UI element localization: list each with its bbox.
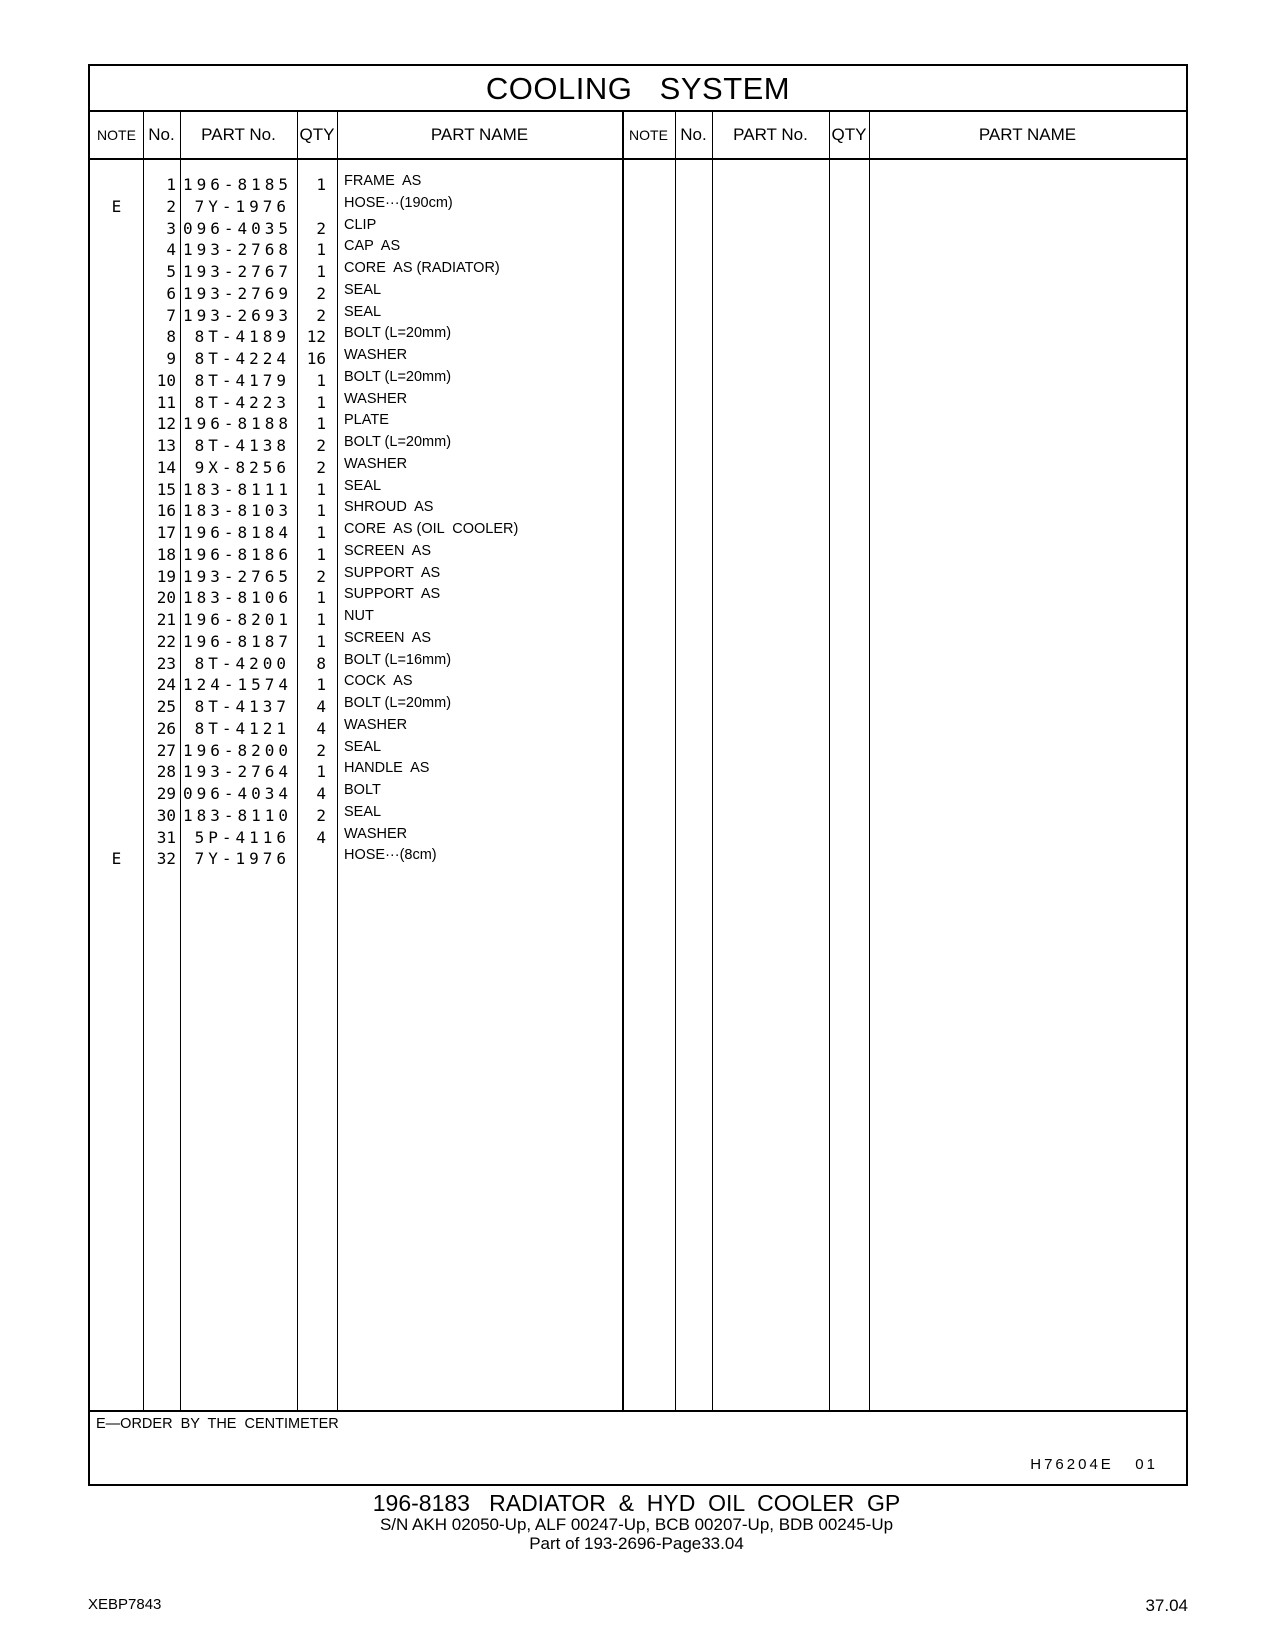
row-part-number: 183-8106 (183, 588, 293, 608)
row-quantity: 2 (316, 218, 326, 238)
parts-list-frame (88, 64, 1188, 1486)
row-number: 2 (166, 196, 176, 216)
row-note: E (111, 196, 122, 216)
row-quantity: 1 (316, 175, 326, 194)
row-quantity: 1 (316, 610, 326, 629)
row-number: 9 (166, 349, 176, 368)
group-caption: 196-8183 RADIATOR & HYD OIL COOLER GP (372, 1490, 901, 1516)
row-quantity: 1 (316, 631, 326, 651)
row-part-number: 193-2764 (183, 762, 293, 782)
row-part-name: SEAL (344, 281, 382, 298)
table-row (90, 322, 1186, 345)
table-row (90, 518, 1186, 541)
row-part-name: CAP AS (344, 238, 401, 255)
row-part-number: 8T-4179 (194, 370, 290, 390)
row-number: 29 (156, 784, 176, 803)
parent-reference: Part of 193-2696-Page33.04 (529, 1534, 744, 1553)
row-number: 30 (156, 805, 176, 825)
row-part-number: 183-8111 (183, 479, 293, 499)
row-part-number: 8T-4224 (194, 349, 290, 368)
table-row (90, 670, 1186, 693)
row-part-name: WASHER (344, 716, 408, 733)
row-quantity: 2 (316, 436, 326, 455)
row-quantity: 1 (316, 240, 326, 260)
row-part-name: SHROUD AS (344, 499, 434, 516)
table-row (90, 409, 1186, 432)
row-part-name: SEAL (344, 803, 382, 820)
table-row (90, 214, 1186, 237)
row-part-name: WASHER (344, 455, 408, 472)
row-part-name: SCREEN AS (344, 629, 432, 646)
row-number: 26 (156, 718, 176, 738)
table-row (90, 453, 1186, 476)
footnote: E—ORDER BY THE CENTIMETER (96, 1416, 339, 1432)
table-row (90, 562, 1186, 585)
row-number: 6 (166, 283, 176, 303)
row-part-name: SUPPORT AS (344, 586, 441, 603)
row-part-number: 193-2765 (183, 566, 293, 586)
row-part-number: 8T-4137 (194, 697, 290, 716)
row-part-number: 196-8200 (183, 740, 293, 760)
header-part-no-right: PART No. (712, 112, 829, 160)
row-part-number: 193-2767 (183, 262, 293, 281)
row-number: 12 (156, 414, 176, 434)
table-row (90, 714, 1186, 737)
row-number: 20 (156, 588, 176, 608)
row-part-number: 196-8185 (183, 175, 293, 194)
row-part-number: 8T-4138 (194, 436, 290, 455)
row-part-number: 196-8184 (183, 523, 293, 542)
row-part-number: 183-8110 (183, 805, 293, 825)
row-number: 7 (166, 305, 176, 325)
row-number: 19 (156, 566, 176, 586)
row-part-name: CORE AS (RADIATOR) (344, 260, 500, 276)
row-part-name: CLIP (344, 216, 377, 233)
row-part-name: FRAME AS (344, 173, 422, 189)
row-part-number: 5P-4116 (194, 827, 290, 847)
header-part-no-left: PART No. (180, 112, 297, 160)
row-number: 18 (156, 544, 176, 564)
row-part-name: BOLT (L=20mm) (344, 368, 452, 385)
row-quantity: 1 (316, 523, 326, 542)
header-no-right: No. (675, 112, 712, 160)
row-number: 27 (156, 740, 176, 760)
row-quantity: 2 (316, 283, 326, 303)
row-quantity: 2 (316, 805, 326, 825)
row-number: 11 (156, 392, 176, 412)
row-part-name: HANDLE AS (344, 760, 430, 777)
row-number: 31 (156, 827, 176, 847)
row-part-name: COCK AS (344, 673, 413, 690)
table-row (90, 388, 1186, 411)
row-number: 22 (156, 631, 176, 651)
serial-numbers: S/N AKH 02050-Up, ALF 00247-Up, BCB 00207-Up, BDB 00245-Up (379, 1515, 894, 1534)
row-part-number: 7Y-1976 (194, 196, 290, 216)
row-number: 1 (166, 175, 176, 194)
row-part-name: NUT (344, 608, 374, 624)
footer-divider (90, 1410, 1186, 1412)
row-part-name: BOLT (L=20mm) (344, 695, 452, 711)
row-part-name: WASHER (344, 390, 408, 407)
row-part-name: BOLT (L=16mm) (344, 651, 452, 668)
row-quantity: 1 (316, 414, 326, 434)
row-part-number: 8T-4200 (194, 653, 290, 673)
row-number: 13 (156, 436, 176, 455)
table-row (90, 779, 1186, 802)
header-note-right: NOTE (622, 112, 675, 160)
row-part-name: BOLT (L=20mm) (344, 325, 452, 342)
row-number: 32 (156, 849, 176, 869)
table-row (90, 801, 1186, 824)
row-quantity: 1 (316, 762, 326, 782)
row-quantity: 8 (316, 653, 326, 673)
row-quantity: 4 (316, 827, 326, 847)
section-title: COOLING SYSTEM (90, 66, 1186, 112)
document-id: XEBP7843 (88, 1596, 162, 1613)
row-part-name: SEAL (344, 303, 382, 320)
row-part-number: 7Y-1976 (194, 849, 290, 869)
row-part-number: 196-8187 (183, 631, 293, 651)
table-row (90, 475, 1186, 498)
row-number: 28 (156, 762, 176, 782)
row-part-name: SUPPORT AS (344, 564, 441, 581)
row-number: 8 (166, 327, 176, 347)
row-part-number: 193-2769 (183, 283, 293, 303)
row-part-name: CORE AS (OIL COOLER) (344, 521, 519, 537)
table-row (90, 431, 1186, 454)
row-part-number: 193-2768 (183, 240, 293, 260)
row-number: 15 (156, 479, 176, 499)
row-number: 23 (156, 653, 176, 673)
row-part-number: 8T-4223 (194, 392, 290, 412)
row-part-number: 196-8186 (183, 544, 293, 564)
table-row (90, 649, 1186, 672)
header-qty-left: QTY (297, 112, 337, 160)
row-part-number: 8T-4189 (194, 327, 290, 347)
header-part-name-right: PART NAME (869, 112, 1186, 160)
row-part-number: 193-2693 (183, 305, 293, 325)
row-quantity: 2 (316, 566, 326, 586)
table-row (90, 257, 1186, 280)
row-part-name: HOSE···(8cm) (344, 847, 437, 864)
table-row (90, 736, 1186, 759)
row-quantity: 1 (316, 675, 326, 695)
row-number: 16 (156, 501, 176, 521)
row-part-number: 096-4035 (183, 218, 293, 238)
header-qty-right: QTY (829, 112, 869, 160)
row-part-name: SEAL (344, 477, 382, 494)
table-row (90, 344, 1186, 367)
row-quantity: 16 (306, 349, 326, 368)
row-quantity: 2 (316, 740, 326, 760)
table-row (90, 366, 1186, 389)
row-part-name: SCREEN AS (344, 542, 432, 559)
row-number: 3 (166, 218, 176, 238)
row-quantity: 1 (316, 262, 326, 281)
row-quantity: 1 (316, 544, 326, 564)
row-part-name: HOSE···(190cm) (344, 194, 453, 211)
row-number: 21 (156, 610, 176, 629)
row-note: E (111, 849, 122, 869)
table-row (90, 627, 1186, 650)
row-part-number: 096-4034 (183, 784, 293, 803)
table-row (90, 496, 1186, 519)
table-row (90, 757, 1186, 780)
row-quantity: 1 (316, 501, 326, 521)
row-number: 17 (156, 523, 176, 542)
row-part-number: 183-8103 (183, 501, 293, 521)
row-part-name: WASHER (344, 347, 408, 363)
table-row (90, 301, 1186, 324)
table-row (90, 170, 1186, 193)
row-quantity: 2 (316, 305, 326, 325)
row-quantity: 1 (316, 588, 326, 608)
row-quantity: 4 (316, 784, 326, 803)
row-quantity: 4 (316, 718, 326, 738)
table-row (90, 823, 1186, 846)
row-part-number: 124-1574 (183, 675, 293, 695)
row-part-name: WASHER (344, 825, 408, 842)
table-row (90, 844, 1186, 867)
row-part-number: 196-8188 (183, 414, 293, 434)
row-quantity: 12 (306, 327, 326, 347)
table-row (90, 540, 1186, 563)
table-row (90, 235, 1186, 258)
header-note-left: NOTE (90, 112, 143, 160)
row-quantity: 1 (316, 479, 326, 499)
row-part-name: BOLT (344, 782, 381, 798)
figure-code: H76204E 01 (1030, 1456, 1158, 1473)
header-part-name-left: PART NAME (337, 112, 622, 160)
table-row (90, 692, 1186, 715)
row-part-number: 196-8201 (183, 610, 293, 629)
row-part-name: PLATE (344, 412, 389, 429)
table-row (90, 192, 1186, 215)
row-quantity: 2 (316, 457, 326, 477)
row-number: 24 (156, 675, 176, 695)
row-number: 25 (156, 697, 176, 716)
row-number: 14 (156, 457, 176, 477)
row-number: 4 (166, 240, 176, 260)
row-part-name: SEAL (344, 738, 382, 755)
row-number: 10 (156, 370, 176, 390)
row-quantity: 1 (316, 370, 326, 390)
table-row (90, 279, 1186, 302)
table-row (90, 605, 1186, 628)
row-quantity: 4 (316, 697, 326, 716)
table-row (90, 583, 1186, 606)
row-part-name: BOLT (L=20mm) (344, 434, 452, 450)
header-no-left: No. (143, 112, 180, 160)
row-part-number: 8T-4121 (194, 718, 290, 738)
row-number: 5 (166, 262, 176, 281)
page-number: 37.04 (1145, 1596, 1188, 1615)
row-quantity: 1 (316, 392, 326, 412)
row-part-number: 9X-8256 (194, 457, 290, 477)
